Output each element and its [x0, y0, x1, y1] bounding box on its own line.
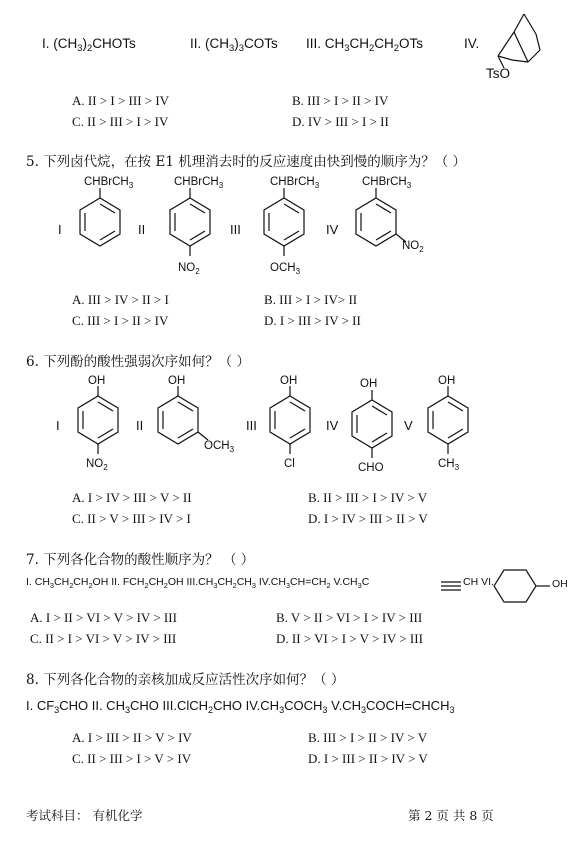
- q6-iii-oh: OH: [280, 375, 298, 387]
- q6-benzene-i: [72, 386, 132, 466]
- q4-option-a: A. II > I > III > IV: [72, 93, 170, 108]
- q7-triple-bond: [440, 580, 462, 592]
- q6-iii-chloro: Cl: [284, 458, 295, 470]
- q6-i-nitro: $NO_2$: [86, 458, 108, 472]
- q6-option-c: C. II > V > III > IV > I: [72, 511, 191, 526]
- q8-question: 8. 下列各化合物的亲核加成反应活性次序如何？（ ）: [26, 672, 345, 688]
- q4-compound-i: I. $(CH_3)_2CHOTs$: [42, 36, 136, 54]
- q5-label-iii: III: [230, 222, 241, 237]
- q7-option-a: A. I > II > VI > V > IV > III: [30, 610, 177, 625]
- q5-benzene-ii: [164, 186, 224, 266]
- q7-cyclohexanol-oh: OH: [552, 578, 568, 590]
- q4-option-b: B. III > I > II > IV: [292, 93, 389, 108]
- q6-i-oh: OH: [88, 375, 106, 387]
- q6-option-d: D. I > IV > III > II > V: [308, 511, 428, 526]
- q6-iv-oh: OH: [360, 378, 378, 390]
- q7-compounds-tail: CH VI.: [463, 576, 494, 588]
- q5-option-a: A. III > IV > II > I: [72, 292, 169, 307]
- q6-benzene-iv: [346, 390, 406, 470]
- q7-option-d: D. II > VI > I > V > IV > III: [276, 631, 423, 646]
- q7-option-c: C. II > I > VI > V > IV > III: [30, 631, 177, 646]
- q6-iv-aldehyde: CHO: [358, 462, 384, 474]
- q6-v-oh: OH: [438, 375, 456, 387]
- q5-question: 5. 下列卤代烷，在按 E1 机理消去时的反应速度由快到慢的顺序为？（ ）: [26, 154, 466, 170]
- q5-label-i: I: [58, 222, 62, 237]
- footer-subject: 考试科目： 有机化学: [26, 808, 143, 823]
- q6-ii-methoxy: $OCH_3$: [204, 440, 235, 454]
- q5-i-top: CHBrCH$_3$: [84, 176, 134, 190]
- norbornyl-structure: [484, 10, 554, 70]
- footer-page-number: 第 2 页 共 8 页: [408, 808, 494, 823]
- q6-benzene-iii: [264, 386, 324, 466]
- q6-label-v: V: [404, 418, 413, 433]
- q5-option-c: C. III > I > II > IV: [72, 313, 169, 328]
- q5-option-d: D. I > III > IV > II: [264, 313, 361, 328]
- q7-question: 7. 下列各化合物的酸性顺序为？ （ ）: [26, 552, 255, 568]
- q4-compound-ii: II. $(CH_3)_3COTs$: [190, 36, 278, 54]
- q7-cyclohexanol-ring: [494, 568, 554, 604]
- q5-label-ii: II: [138, 222, 146, 237]
- q6-option-a: A. I > IV > III > V > II: [72, 490, 192, 505]
- q5-option-b: B. III > I > IV> II: [264, 292, 358, 307]
- q6-benzene-v: [422, 386, 482, 466]
- q5-benzene-i: [74, 186, 134, 256]
- q4-compound-iv-label: IV.: [464, 36, 480, 51]
- q8-option-c: C. II > III > I > V > IV: [72, 751, 192, 766]
- q6-label-iv: IV: [326, 418, 339, 433]
- q6-v-methyl: $CH_3$: [438, 458, 460, 472]
- q5-benzene-iii: [258, 186, 318, 266]
- q5-iv-top: CHBrCH$_3$: [362, 176, 412, 190]
- q4-option-c: C. II > III > I > IV: [72, 114, 169, 129]
- q5-ii-nitro: $NO_2$: [178, 262, 200, 276]
- q6-option-b: B. II > III > I > IV > V: [308, 490, 428, 505]
- q6-label-iii: III: [246, 418, 257, 433]
- q5-iii-top: CHBrCH$_3$: [270, 176, 320, 190]
- q8-option-a: A. I > III > II > V > IV: [72, 730, 192, 745]
- q4-tso-label: TsO: [486, 66, 511, 81]
- q4-option-d: D. IV > III > I > II: [292, 114, 389, 129]
- q6-ii-oh: OH: [168, 375, 186, 387]
- q5-label-iv: IV: [326, 222, 339, 237]
- q8-option-d: D. I > III > II > IV > V: [308, 751, 428, 766]
- q6-label-i: I: [56, 418, 60, 433]
- q8-option-b: B. III > I > II > IV > V: [308, 730, 428, 745]
- q7-option-b: B. V > II > VI > I > IV > III: [276, 610, 423, 625]
- q5-iv-nitro: $NO_2$: [402, 240, 424, 254]
- q7-compounds: I. $CH_3CH_2CH_2OH$ II. $FCH_2CH_2OH$ $III.CH_3CH_2CH_3$ $IV.CH_3CH=CH_2$ $V.CH_3C$: [26, 576, 370, 590]
- q5-iii-methoxy: $OCH_3$: [270, 262, 301, 276]
- q5-ii-top: CHBrCH$_3$: [174, 176, 224, 190]
- q6-question: 6. 下列酚的酸性强弱次序如何？（ ）: [26, 354, 250, 370]
- q6-label-ii: II: [136, 418, 144, 433]
- q8-compounds: I. $CF_3CHO$ II. $CH_3CHO$ III.ClCH$_2$CHO $IV.CH_3COCH_3$ $V.CH_3COCH=CHCH_3$: [26, 698, 455, 715]
- q4-compound-iii: III. $CH_3CH_2CH_2OTs$: [306, 36, 424, 54]
